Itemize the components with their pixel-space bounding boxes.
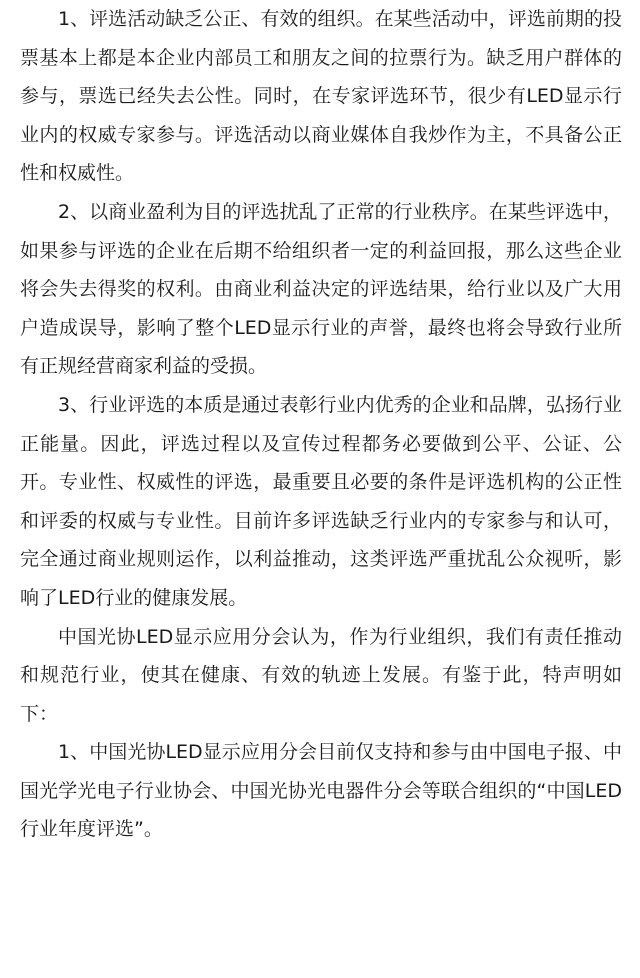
paragraph-5: 1、中国光协LED显示应用分会目前仅支持和参与由中国电子报、中国光学光电子行业协会、中国光协光电器件分会等联合组织的“中国LED行业年度评选”。 (20, 741, 622, 841)
paragraph-3: 3、行业评选的本质是通过表彰行业内优秀的企业和品牌，弘扬行业正能量。因此，评选过程以及宣传过程都务必要做到公平、公证、公开。专业性、权威性的评选，最重要且必要的条件是评选机构的公正性和评委的权威与专业性。目前许多评选缺乏行业内的专家参与和认可，完全通过商业规则运作，以利益推动，这类评选严重扰乱公众视听，影响了LED行业的健康发展。 (20, 393, 622, 609)
paragraph-4: 中国光协LED显示应用分会认为，作为行业组织，我们有责任推动和规范行业，使其在健康、有效的轨迹上发展。有鉴于此，特声明如下： (20, 625, 622, 725)
paragraph-2: 2、以商业盈利为目的评选扰乱了正常的行业秩序。在某些评选中，如果参与评选的企业在后期不给组织者一定的利益回报，那么这些企业将会失去得奖的权利。由商业利益决定的评选结果，给行业以及广大用户造成误导，影响了整个LED显示行业的声誉，最终也将会导致行业所有正规经营商家利益的受损。 (20, 200, 622, 378)
paragraph-1: 1、评选活动缺乏公正、有效的组织。在某些活动中，评选前期的投票基本上都是本企业内部员工和朋友之间的拉票行为。缺乏用户群体的参与，票选已经失去公性。同时，在专家评选环节，很少有LED显示行业内的权威专家参与。评选活动以商业媒体自我炒作为主，不具备公正性和权威性。 (20, 8, 622, 185)
